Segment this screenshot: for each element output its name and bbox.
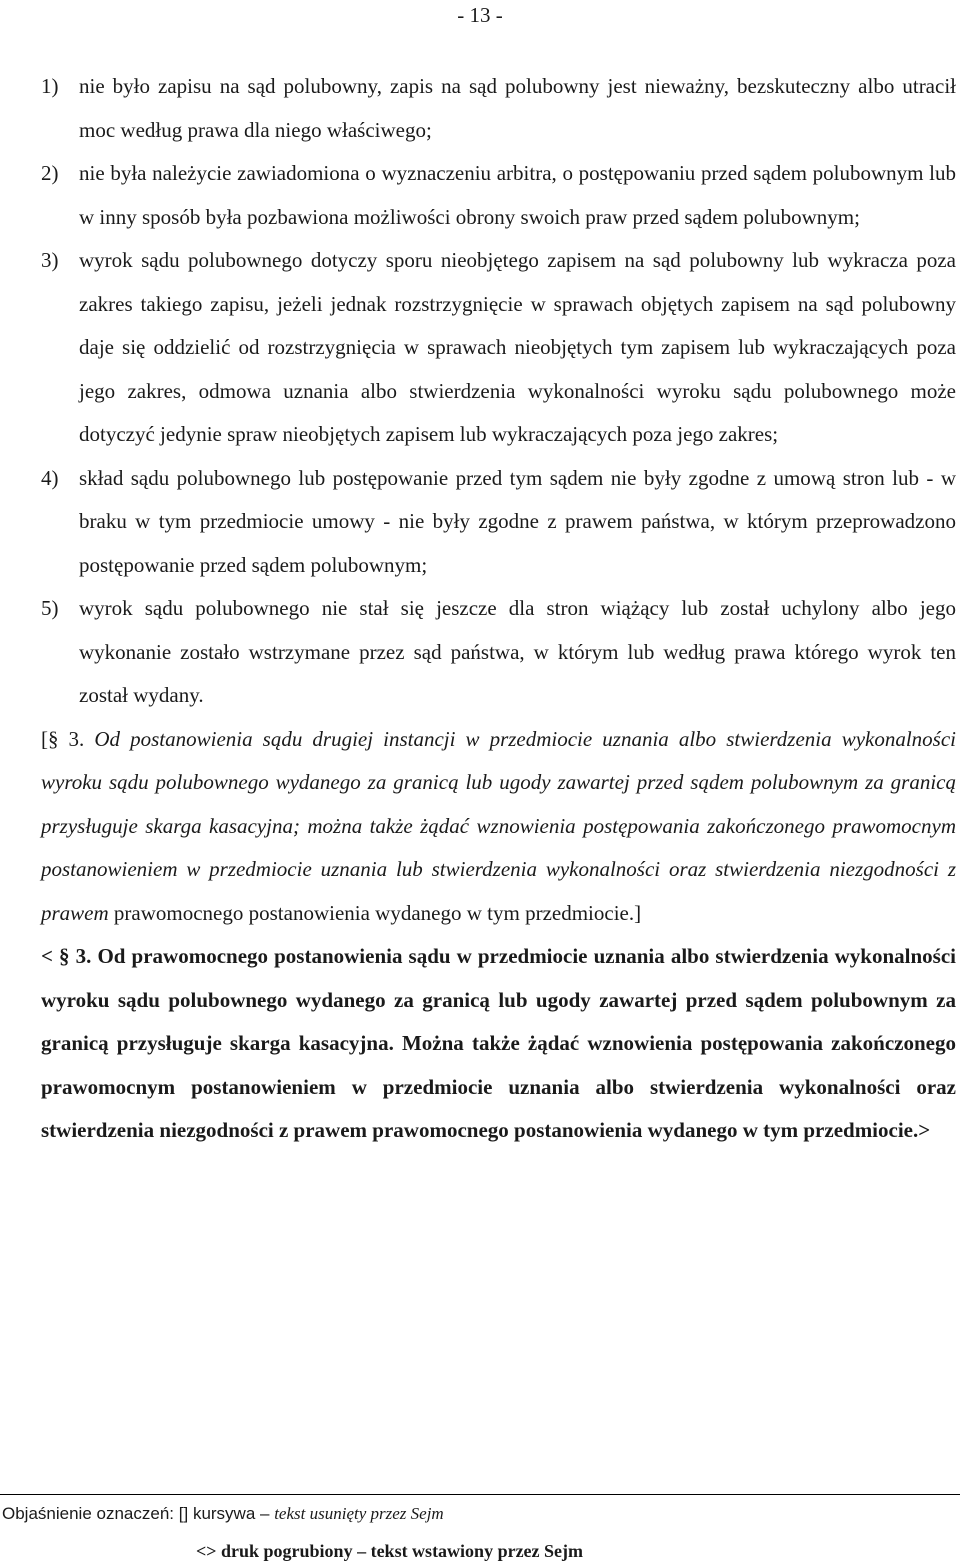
legend-line-removed [2, 1503, 444, 1525]
item-number: 2) [41, 161, 59, 185]
legend-line-added: <> druk pogrubiony – tekst wstawiony przez Sejm [196, 1541, 584, 1561]
list-item [41, 152, 956, 239]
added-paragraph [41, 935, 956, 1153]
legend-footer [0, 1494, 960, 1566]
item-number: 3) [41, 248, 59, 272]
list-item [41, 587, 956, 718]
removed-open-bracket: [ [41, 726, 48, 751]
list-item [41, 457, 956, 588]
item-text: nie było zapisu na sąd polubowny, zapis na sąd polubowny jest nieważny, bezskuteczny albo utracił moc według prawa dla niego właściwego; [79, 74, 956, 142]
legend-removed-desc: tekst usunięty przez Sejm [274, 1504, 444, 1523]
item-text: wyrok sądu polubownego dotyczy sporu nieobjętego zapisem na sąd polubowny lub wykracza poza zakres takiego zapisu, jeżeli jednak rozstrzygnięcie w sprawach objętych zapisem na sąd polubowny daje się oddzielić od rozstrzygnięcia w sprawach nieobjętych tym zapisem lub wykraczających poza jego zakres, odmowa uznania albo stwierdzenia wykonalności wyroku sądu polubownego może dotyczyć jedynie spraw nieobjętych zapisem lub wykraczających poza jego zakres; [79, 248, 956, 446]
legend-removed-symbol: [] [178, 1504, 189, 1523]
item-number: 1) [41, 74, 59, 98]
added-open-bracket: < [41, 944, 53, 968]
removed-text-tail: prawomocnego postanowienia wydanego w tym przedmiocie.] [113, 900, 642, 925]
section-marker: § 3. [48, 726, 85, 751]
item-number: 4) [41, 465, 59, 490]
added-text: Od prawomocnego postanowienia sądu w przedmiocie uznania albo stwierdzenia wykonalności wyroku sądu polubownego wydanego za granicą lub ugody zawartej przed sądem polubownym za granicą przysługuje skarga kasacyjna. Można także żądać wznowienia postępowania zakończonego prawomocnym postanowieniem w przedmiocie uznania albo stwierdzenia wykonalności oraz stwierdzenia niezgodności z prawem prawomocnego postanowienia wydanego w tym przedmiocie.> [41, 944, 957, 1142]
item-text: wyrok sądu polubownego nie stał się jeszcze dla stron wiążący lub został uchylony albo jego wykonanie zostało wstrzymane przez sąd państwa, w którym lub według prawa którego wyrok ten został wydany. [79, 596, 956, 707]
page-number: - 13 - [457, 3, 503, 27]
removed-text: Od postanowienia sądu drugiej instancji w przedmiocie uznania albo stwierdzenia wykonalności wyroku sądu polubownego wydanego za granicą lub ugody zawartej przed sądem polubownym za granicą przysługuje skarga kasacyjna; można także żądać wznowienia postępowania zakończonego prawomocnym postanowieniem w przedmiocie uznania lub stwierdzenia wykonalności oraz stwierdzenia niezgodności z prawem [41, 726, 956, 925]
list-item [41, 65, 956, 152]
item-number: 5) [41, 596, 59, 620]
legend-removed-kind: kursywa – [192, 1504, 270, 1523]
section-marker: § 3. [59, 944, 92, 968]
item-text: nie była należycie zawiadomiona o wyznaczeniu arbitra, o postępowaniu przed sądem polubownym lub w inny sposób była pozbawiona możliwości obrony swoich praw przed sądem polubownym; [79, 161, 956, 229]
list-item [41, 239, 956, 457]
item-text: skład sądu polubownego lub postępowanie przed tym sądem nie były zgodne z umową stron lub - w braku w tym przedmiocie umowy - nie były zgodne z prawem państwa, w którym przeprowadzono postępowanie przed sądem polubownym; [79, 465, 956, 577]
removed-paragraph [41, 718, 956, 936]
legend-label: Objaśnienie oznaczeń: [2, 1504, 175, 1523]
document-body [41, 65, 956, 1153]
